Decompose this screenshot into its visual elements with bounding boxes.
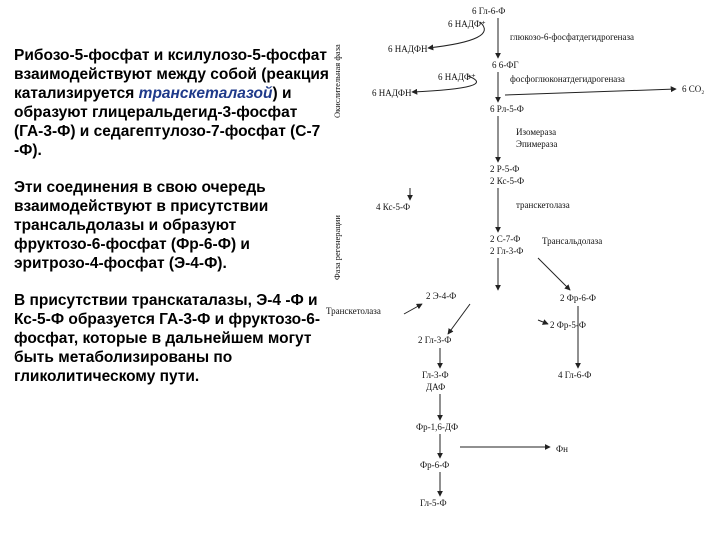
enzyme-epimerase: Эпимераза (516, 139, 558, 149)
node-dap: ДАФ (426, 382, 446, 392)
paragraph-1-after: ) и образуют глицеральдегид-3-фосфат (ГА-3-Ф) и седагептулозо-7-фосфат (С-7 -Ф). (14, 85, 321, 159)
node-xu5p-4: 4 Кс-5-Ф (376, 202, 411, 212)
paragraph-1-before: Рибозо-5-фосфат и ксилулозо-5-фосфат взаимодействуют между собой (реакция катализируется (14, 47, 329, 102)
node-nadph-1: 6 НАДФН (388, 44, 428, 54)
enzyme-transketolase-1: транскетолаза (516, 200, 570, 210)
node-nadph-2: 6 НАДФН (372, 88, 412, 98)
pentose-phosphate-diagram (320, 0, 720, 540)
node-ru5p: 6 Рл-5-Ф (490, 104, 524, 114)
node-f6p-to: 2 Фр-5-Ф (550, 320, 586, 330)
paragraph-transaldolase: Эти соединения в свою очередь взаимодействуют в присутствии трансальдолазы и образуют фруктозо-6-фосфат (Фр-6-Ф) и эритрозо-4-фосфат (Э-4-Ф). (14, 179, 269, 272)
node-xu5p-2: 2 Кс-5-Ф (490, 176, 525, 186)
node-ga3p-2: 2 Гл-3-Ф (418, 335, 452, 345)
node-fbp: Фр-1,6-ДФ (416, 422, 459, 432)
node-nadp-2: 6 НАДФ⁺ (438, 72, 476, 82)
node-e4p: 2 Э-4-Ф (426, 291, 457, 301)
node-g6p-4: 4 Гл-6-Ф (558, 370, 592, 380)
node-ga3p-row: Гл-3-Ф (422, 370, 449, 380)
explanation-text (14, 46, 332, 404)
node-f6p: Фр-6-Ф (420, 460, 450, 470)
paragraph-glycolysis: В присутствии транскаталазы, Э-4 -Ф и Кс-5-Ф образуется ГА-3-Ф и фруктозо-6-фосфат, которые в дальнейшем могут быть метаболизированы по гликолитическому пути. (14, 292, 321, 385)
paragraph-transketolase (14, 46, 332, 160)
node-ga3p-1: 2 Гл-3-Ф (490, 246, 524, 256)
node-6pg: 6 6-ФГ (492, 60, 519, 70)
node-co2: 6 CO₂ (682, 84, 705, 94)
node-f6p-2: 2 Фр-6-Ф (560, 293, 596, 303)
transketolase-term: транскеталазой (138, 85, 273, 102)
node-s7p: 2 С-7-Ф (490, 234, 521, 244)
node-nadp-1: 6 НАДФ⁺ (448, 19, 486, 29)
enzyme-pgdh: фосфоглюконатдегидрогеназа (510, 74, 625, 84)
node-r5p-2: 2 Р-5-Ф (490, 164, 520, 174)
enzyme-isomerase: Изомераза (516, 127, 557, 137)
enzyme-transaldolase: Трансальдолаза (542, 236, 603, 246)
phase-oxidative-label: Окислительная фаза (332, 44, 342, 118)
node-pi: Фн (556, 444, 568, 454)
node-g6p-top: 6 Гл-6-Ф (472, 6, 506, 16)
phase-nonoxidative-label: Фаза регенерации (332, 215, 342, 280)
node-g6p: Гл-5-Ф (420, 498, 447, 508)
enzyme-transketolase-2: Транскетолаза (326, 306, 381, 316)
enzyme-g6pdh: глюкозо-6-фосфатдегидрогеназа (510, 32, 635, 42)
